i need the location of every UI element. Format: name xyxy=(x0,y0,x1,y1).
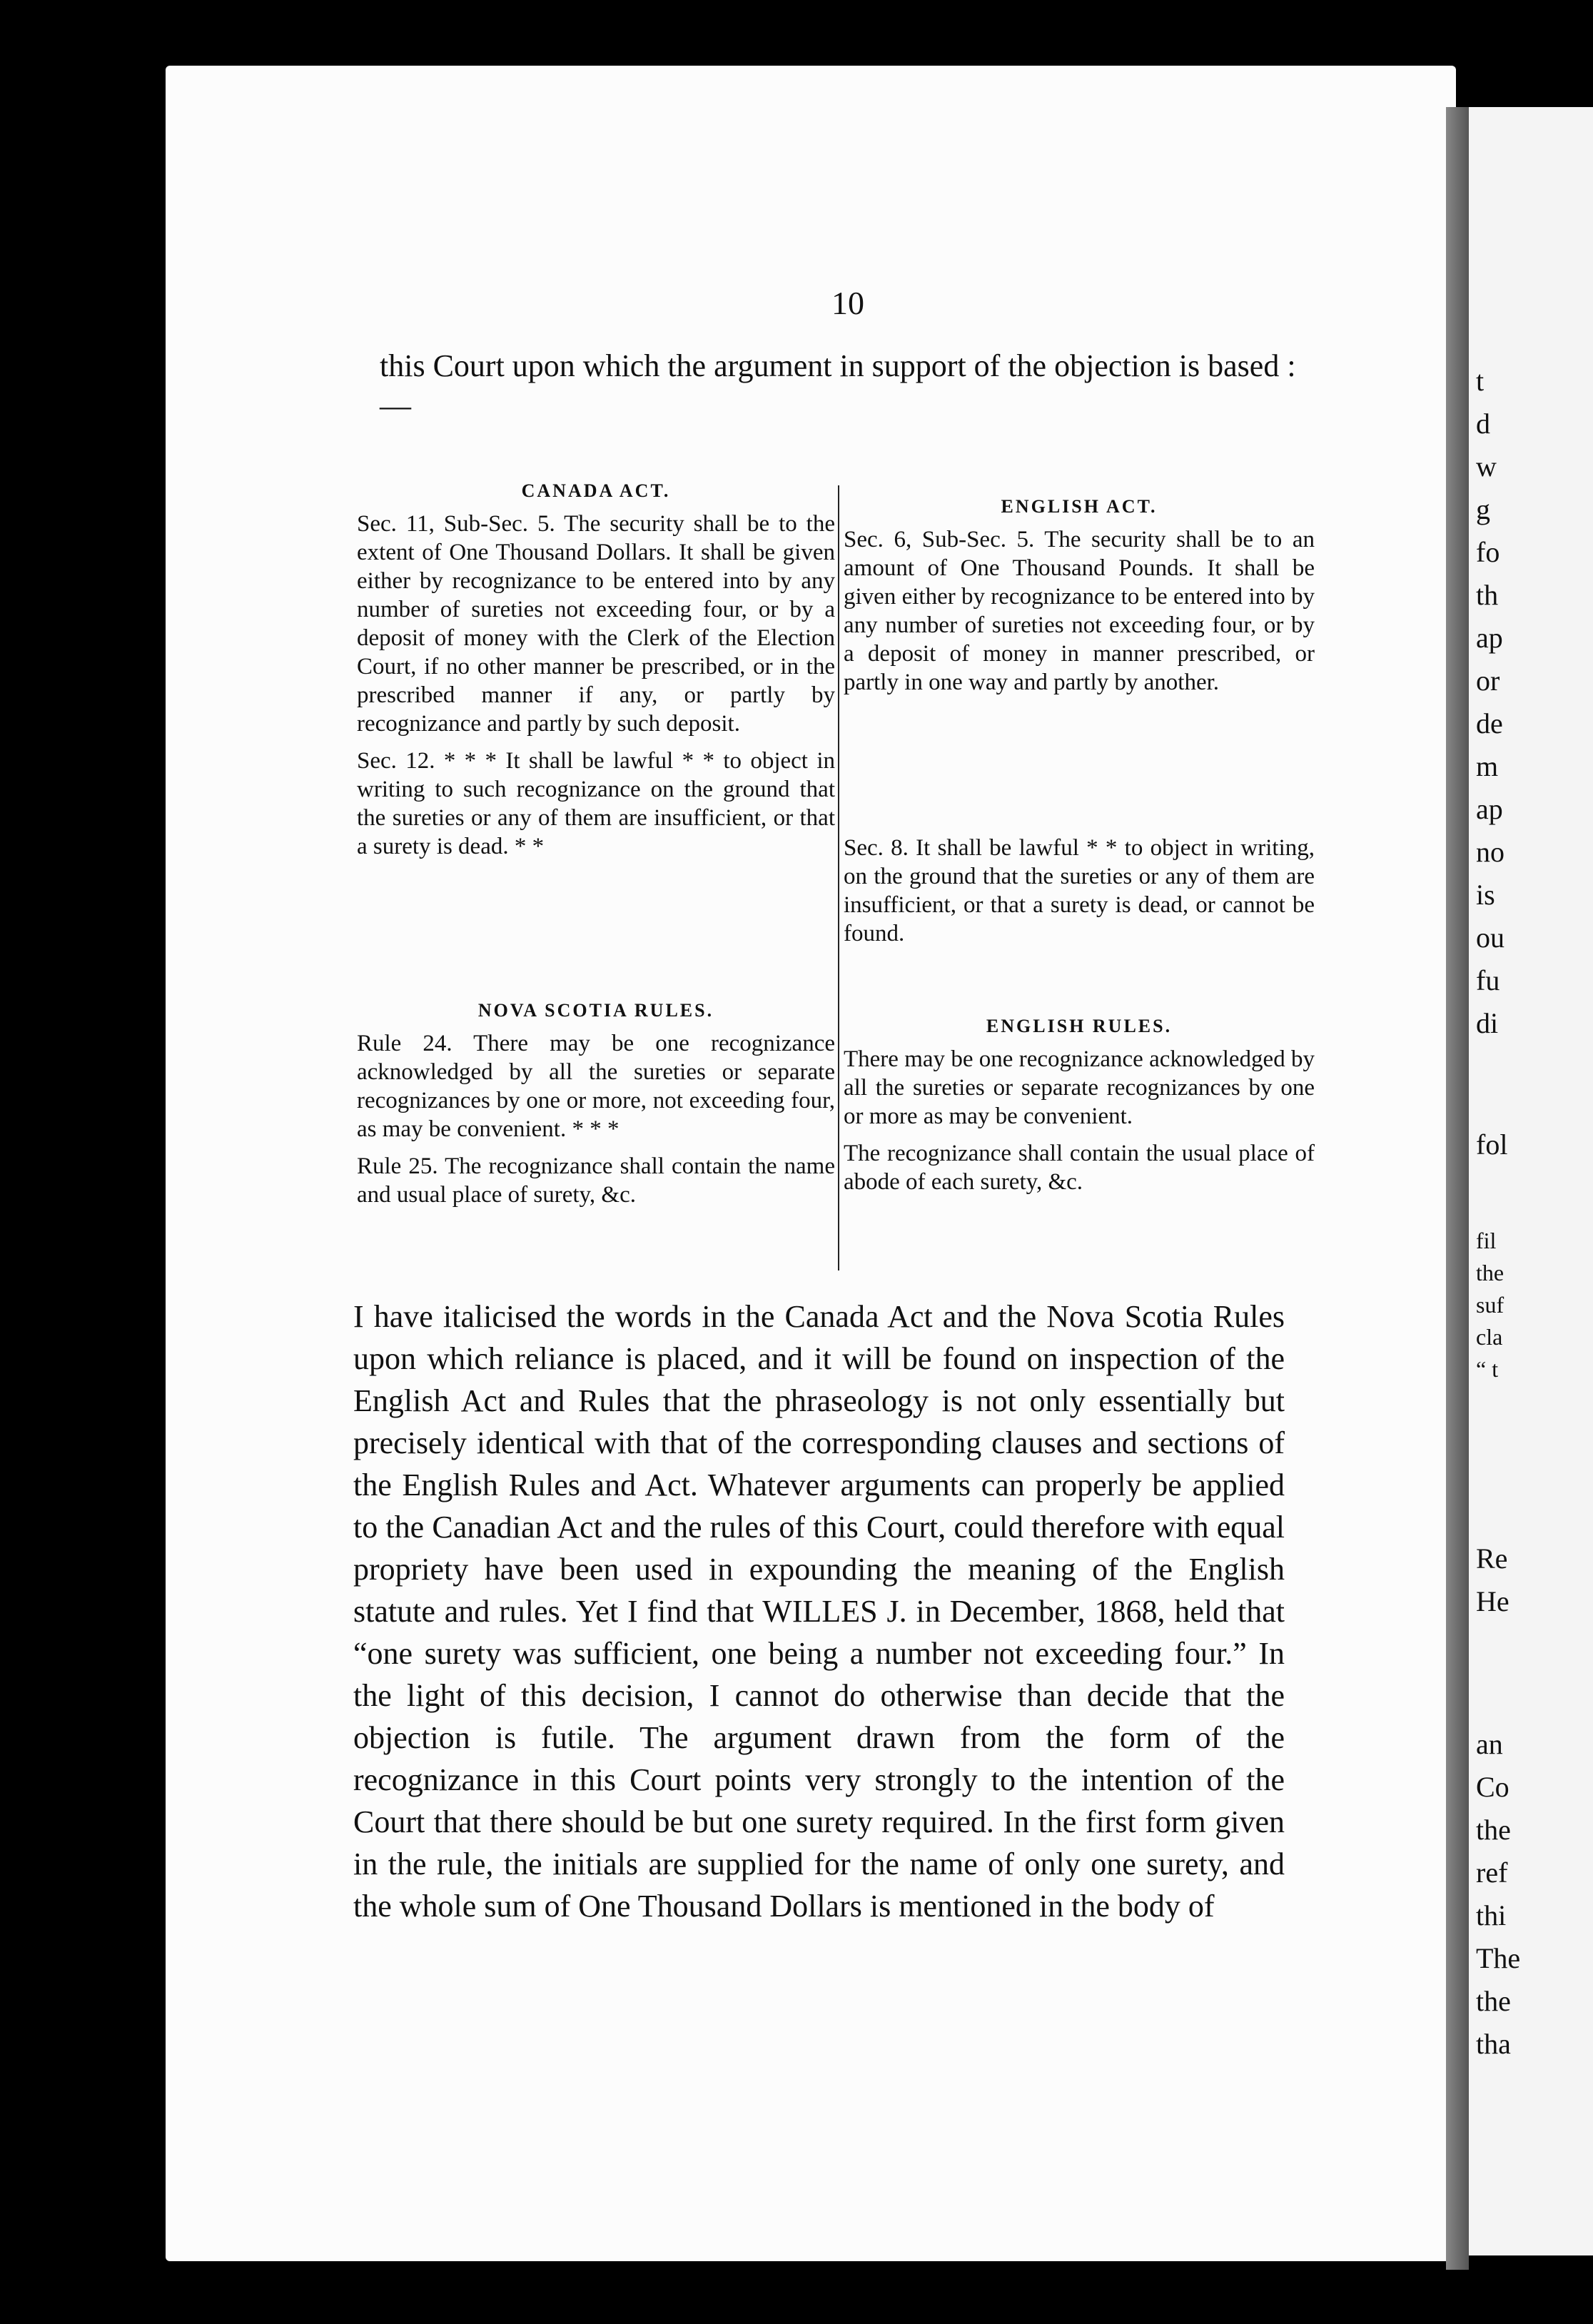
facing-page-fragment: the xyxy=(1476,1985,1511,2017)
nova-scotia-rule-24: Rule 24. There may be one recognizance acknowledged by all the sureties or separate recognizances by one or more, not exceeding four, as may be convenient. * * * xyxy=(357,1031,835,1142)
facing-page-fragment: an xyxy=(1476,1728,1503,1760)
facing-page-fragment: d xyxy=(1476,408,1490,440)
facing-page-fragment: th xyxy=(1476,579,1499,611)
facing-page-fragment: de xyxy=(1476,707,1503,739)
right-column-english-sec8 xyxy=(844,834,1315,956)
facing-page-fragment: the xyxy=(1476,1260,1504,1285)
facing-page-fragment: fu xyxy=(1476,964,1500,996)
facing-page-fragment: w xyxy=(1476,450,1497,483)
english-act-heading: ENGLISH ACT. xyxy=(1001,496,1158,517)
facing-page-fragment: di xyxy=(1476,1007,1499,1039)
canada-act-heading: CANADA ACT. xyxy=(521,480,671,501)
page-gutter-shadow xyxy=(1446,107,1469,2270)
facing-page-fragment: no xyxy=(1476,836,1504,868)
facing-page-fragment: suf xyxy=(1476,1292,1504,1318)
canada-sec-11: Sec. 11, Sub-Sec. 5. The security shall be to the extent of One Thousand Dollars. It shall be given either by recognizance to be entered into by any number of sureties not exceeding four, or by a deposit of money with the Clerk of the Election Court, if no other manner be prescribed, or in the prescribed manner if any, or partly by recognizance and partly by such deposit. xyxy=(357,511,835,737)
facing-page-fragment: ou xyxy=(1476,921,1504,954)
facing-page-edge xyxy=(1469,107,1593,2255)
left-column-canada xyxy=(357,477,835,869)
facing-page-fragment: ap xyxy=(1476,622,1503,654)
facing-page-fragment: fol xyxy=(1476,1128,1508,1161)
facing-page-fragment: Re xyxy=(1476,1542,1508,1575)
facing-page-fragment: the xyxy=(1476,1814,1511,1846)
right-column-english-rules xyxy=(844,1012,1315,1205)
facing-page-fragment: “ t xyxy=(1476,1356,1499,1382)
english-sec-8: Sec. 8. It shall be lawful * * to object in writing, on the ground that the sureties or any of them are insufficient, or that a surety is dead, or cannot be found. xyxy=(844,835,1315,946)
english-rule-contents: The recognizance shall contain the usual place of abode of each surety, &c. xyxy=(844,1141,1315,1195)
main-paragraph: I have italicised the words in the Canada Act and the Nova Scotia Rules upon which reliance is placed, and it will be found on inspection of the English Act and Rules that the phraseology is not only essentially but precisely identical with that of the corresponding clauses and sections of the English Rules and Act. Whatever arguments can properly be applied to the Canadian Act and the rules of this Court, could therefore with equal propriety have been used in expounding the meaning of the English statute and rules. Yet I find that WILLES J. in December, 1868, held that “one surety was sufficient, one being a number not exceeding four.” In the light of this decision, I cannot do otherwise than decide that the objection is futile. The argument drawn from the form of the recognizance in this Court points very strongly to the intention of the Court that there should be but one surety required. In the first form given in the rule, the initials are supplied for the name of only one surety, and the whole sum of One Thousand Dollars is mentioned in the body of xyxy=(353,1299,1285,1924)
right-column-english xyxy=(844,492,1315,705)
facing-page-fragment: or xyxy=(1476,665,1500,697)
english-rule-recognizances: There may be one recognizance acknowledged by all the sureties or separate recognizances by one or more as may be convenient. xyxy=(844,1046,1315,1129)
facing-page-fragment: m xyxy=(1476,750,1499,782)
facing-page-fragment: ref xyxy=(1476,1856,1508,1889)
facing-page-fragment: The xyxy=(1476,1942,1521,1974)
facing-page-fragment: is xyxy=(1476,879,1495,911)
canada-sec-12: Sec. 12. * * * It shall be lawful * * to object in writing to such recognizance on the ground that the sureties or any of them are insufficient, or that a surety is dead. * * xyxy=(357,748,835,859)
facing-page-fragment: t xyxy=(1476,365,1485,397)
left-column-nova-scotia xyxy=(357,996,835,1218)
facing-page-fragment: tha xyxy=(1476,2028,1511,2060)
facing-page-fragment: thi xyxy=(1476,1899,1507,1931)
english-sec-6: Sec. 6, Sub-Sec. 5. The security shall be to an amount of One Thousand Pounds. It shall be given either by recognizance to be entered into by any number of sureties not exceeding four, or by a deposit of money in manner prescribed, or partly in one way and partly by another. xyxy=(844,527,1315,695)
facing-page-fragment: Co xyxy=(1476,1771,1509,1803)
intro-paragraph: this Court upon which the argument in support of the objection is based :— xyxy=(380,348,1296,423)
nova-scotia-rules-heading: NOVA SCOTIA RULES. xyxy=(477,1000,714,1021)
facing-page-fragment: He xyxy=(1476,1585,1509,1617)
facing-page-fragment: fo xyxy=(1476,536,1500,568)
column-divider xyxy=(838,485,839,1270)
facing-page-fragment: cla xyxy=(1476,1324,1503,1350)
english-rules-heading: ENGLISH RULES. xyxy=(986,1016,1173,1036)
facing-page-fragment: g xyxy=(1476,493,1490,525)
facing-page-fragment: ap xyxy=(1476,793,1503,825)
page-number: 10 xyxy=(831,285,864,321)
nova-scotia-rule-25: Rule 25. The recognizance shall contain the name and usual place of surety, &c. xyxy=(357,1153,835,1208)
facing-page-fragment: fil xyxy=(1476,1228,1497,1253)
